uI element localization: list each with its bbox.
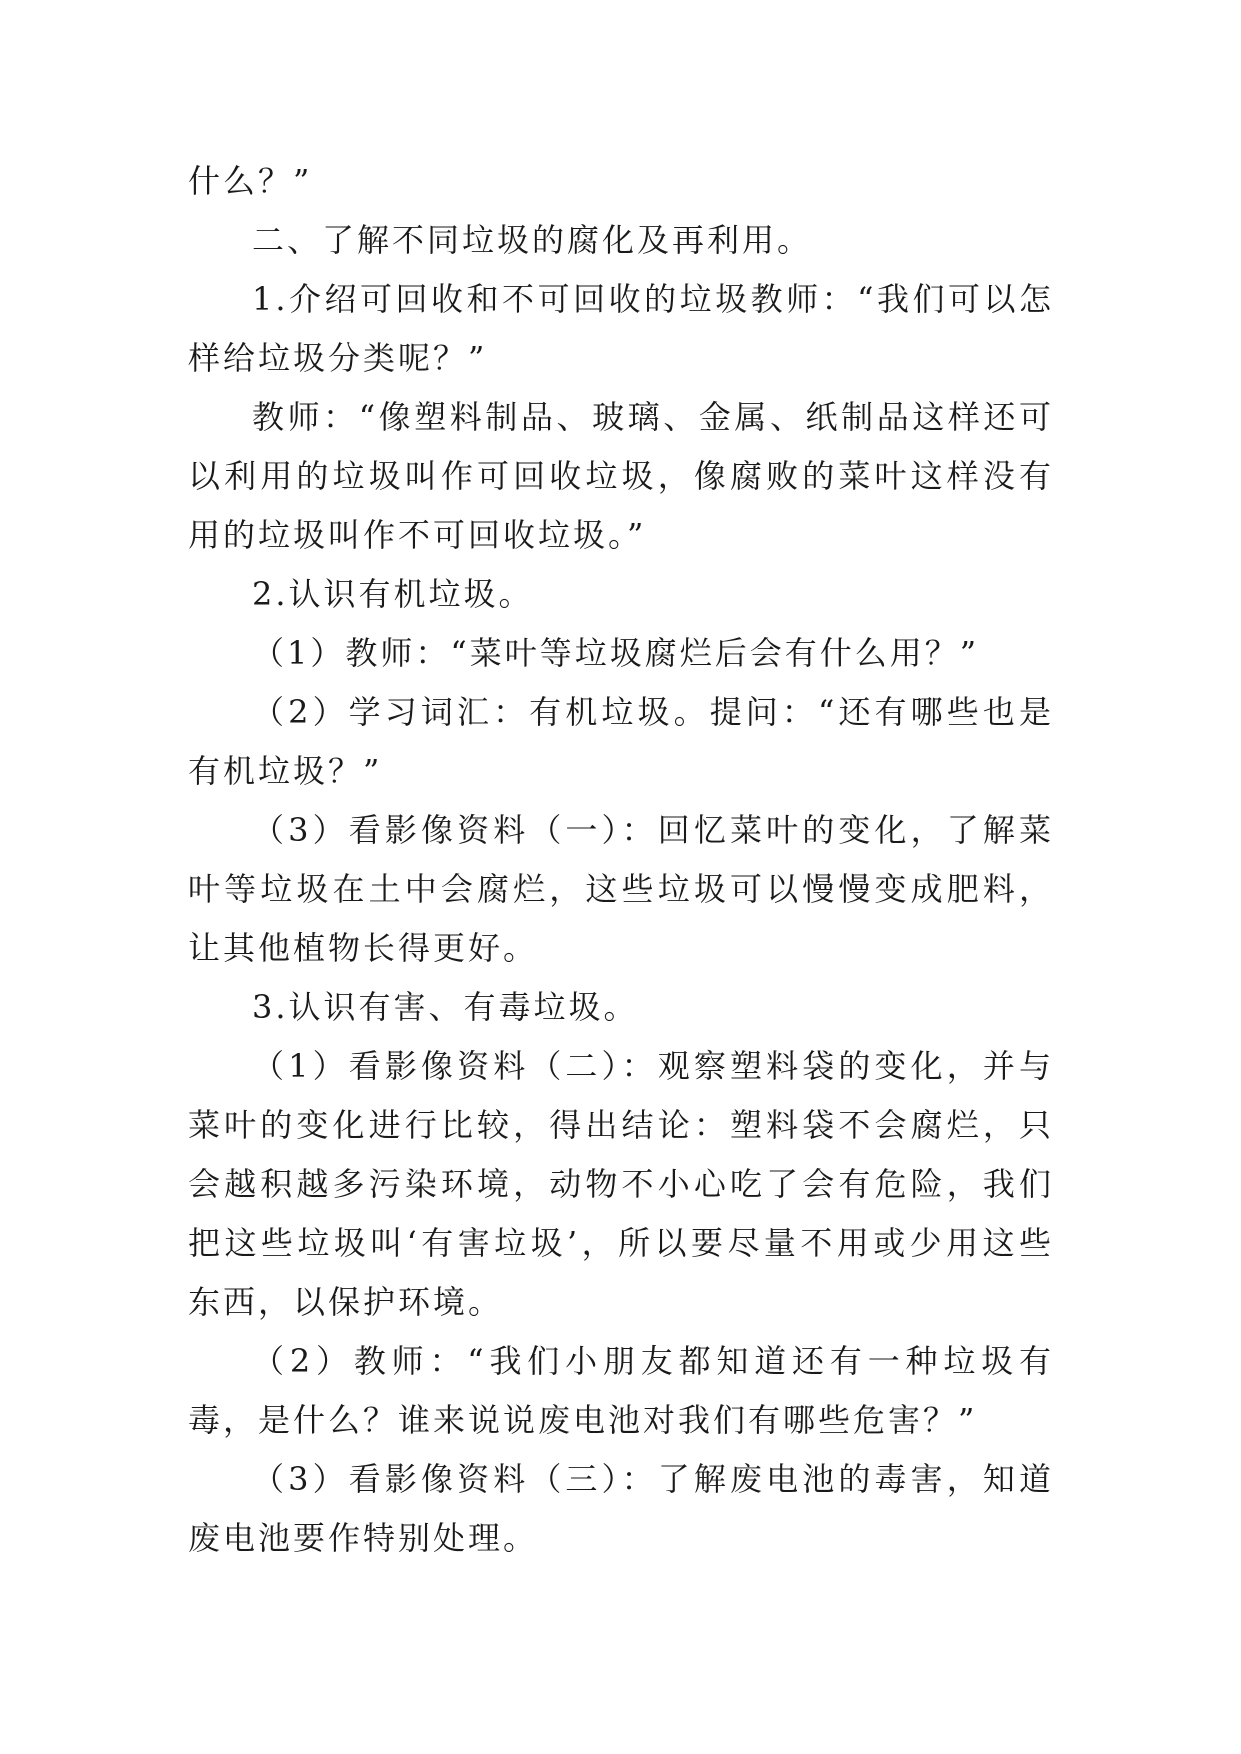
- item-2-heading: 2.认识有机垃圾。: [252, 575, 534, 613]
- item-2-sub-3: （3）看影像资料（一）：回忆菜叶的变化，了解菜叶等垃圾在土中会腐烂，这些垃圾可以慢慢变成肥料，让其他植物长得更好。: [188, 811, 1054, 967]
- item-2-sub-2: （2）学习词汇：有机垃圾。提问：“还有哪些也是有机垃圾？”: [188, 693, 1054, 790]
- item-2-sub-1: （1）教师：“菜叶等垃圾腐烂后会有什么用？”: [252, 634, 980, 672]
- item-3-sub-1: （1）看影像资料（二）：观察塑料袋的变化，并与菜叶的变化进行比较，得出结论：塑料袋不会腐烂，只会越积越多污染环境，动物不小心吃了会有危险，我们把这些垃圾叫‘有害垃圾’，所以要尽量不用或少用这些东西，以保护环境。: [188, 1047, 1054, 1321]
- item-3-sub-2: （2）教师：“我们小朋友都知道还有一种垃圾有毒，是什么？谁来说说废电池对我们有哪些危害？”: [188, 1342, 1054, 1439]
- section-heading-2: 二、了解不同垃圾的腐化及再利用。: [252, 221, 813, 259]
- item-3-heading: 3.认识有害、有毒垃圾。: [252, 988, 639, 1026]
- body-text: [188, 152, 1054, 1568]
- item-1-heading: 1.介绍可回收和不可回收的垃圾教师：“我们可以怎样给垃圾分类呢？”: [188, 280, 1054, 377]
- item-3-sub-3: （3）看影像资料（三）：了解废电池的毒害，知道废电池要作特别处理。: [188, 1460, 1054, 1557]
- paragraph-continuation: 什么？”: [188, 162, 313, 200]
- teacher-explanation: 教师：“像塑料制品、玻璃、金属、纸制品这样还可以利用的垃圾叫作可回收垃圾，像腐败的菜叶这样没有用的垃圾叫作不可回收垃圾。”: [188, 398, 1054, 554]
